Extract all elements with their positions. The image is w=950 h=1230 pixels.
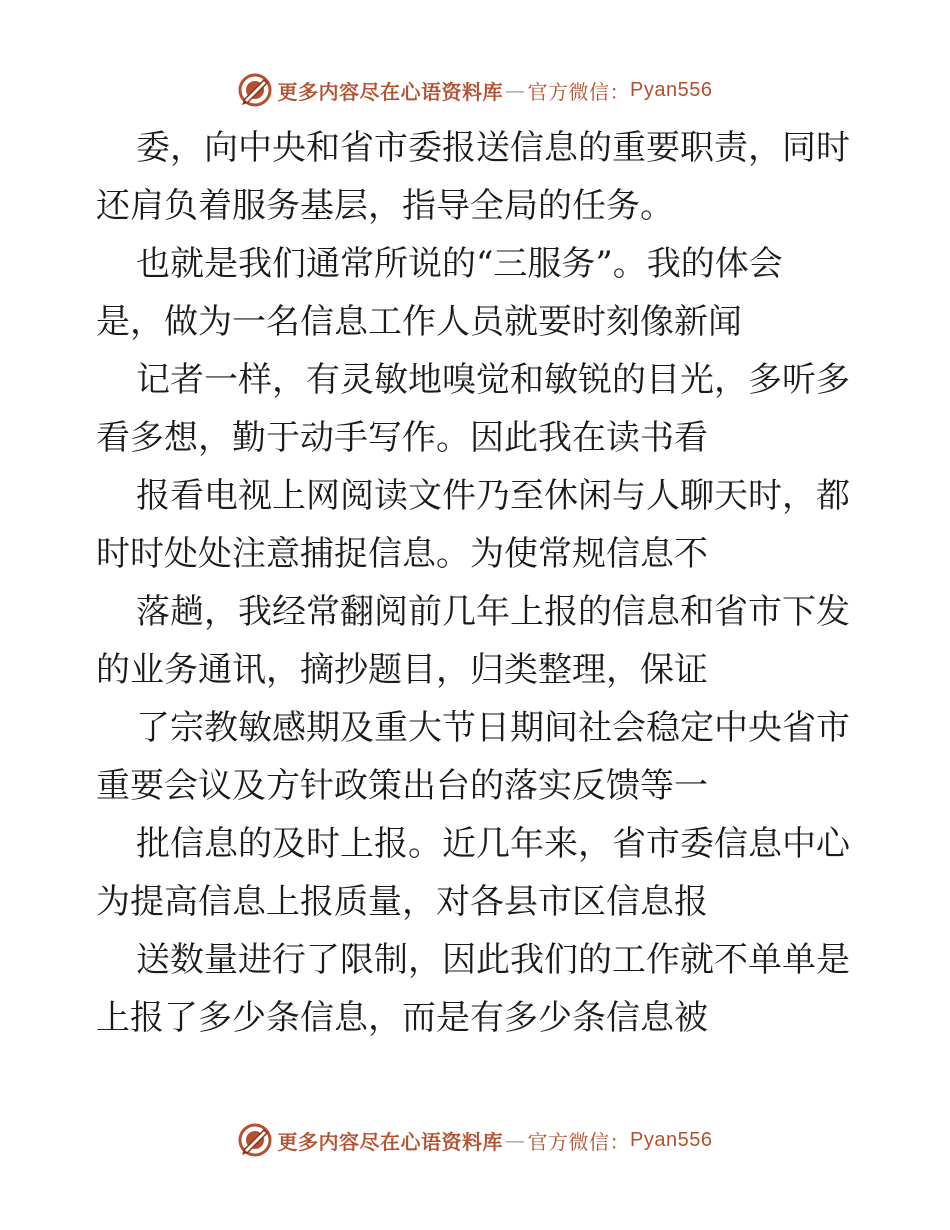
text-line: 还肩负着服务基层，指导全局的任务。 <box>96 186 674 226</box>
banner-wechat-handle: Pyan556 <box>630 1128 713 1151</box>
pen-logo-icon <box>238 73 272 107</box>
text-line: 的业务通讯，摘抄题目，归类整理，保证 <box>96 650 708 690</box>
banner-separator: — <box>505 1128 526 1152</box>
banner-separator: — <box>505 78 526 102</box>
text-line: 上报了多少条信息，而是有多少条信息被 <box>96 998 708 1038</box>
text-line: 记者一样，有灵敏地嗅觉和敏锐的目光，多听多 <box>136 360 850 400</box>
text-line: 重要会议及方针政策出台的落实反馈等一 <box>96 766 708 806</box>
banner-brand: 更多内容尽在心语资料库 <box>277 79 504 104</box>
banner-wechat-label: 官方微信： <box>527 79 631 104</box>
footer-banner <box>0 1120 950 1160</box>
banner-brand: 更多内容尽在心语资料库 <box>277 1129 504 1154</box>
text-line: 也就是我们通常所说的“三服务”。我的体会 <box>136 244 783 284</box>
text-line: 批信息的及时上报。近几年来，省市委信息中心 <box>136 824 850 864</box>
text-line: 送数量进行了限制，因此我们的工作就不单单是 <box>136 940 850 980</box>
banner-wechat-handle: Pyan556 <box>630 78 713 101</box>
text-line: 委，向中央和省市委报送信息的重要职责，同时 <box>136 128 850 168</box>
text-line: 为提高信息上报质量，对各县市区信息报 <box>96 882 708 922</box>
text-line: 看多想，勤于动手写作。因此我在读书看 <box>96 418 708 458</box>
text-line: 是，做为一名信息工作人员就要时刻像新闻 <box>96 302 742 342</box>
text-line: 了宗教敏感期及重大节日期间社会稳定中央省市 <box>136 708 850 748</box>
text-line: 落趟，我经常翻阅前几年上报的信息和省市下发 <box>136 592 850 632</box>
banner-wechat-label: 官方微信： <box>527 1129 631 1154</box>
text-line: 时时处处注意捕捉信息。为使常规信息不 <box>96 534 708 574</box>
header-banner <box>0 70 950 110</box>
text-line: 报看电视上网阅读文件乃至休闲与人聊天时，都 <box>136 476 850 516</box>
pen-logo-icon <box>238 1123 272 1157</box>
